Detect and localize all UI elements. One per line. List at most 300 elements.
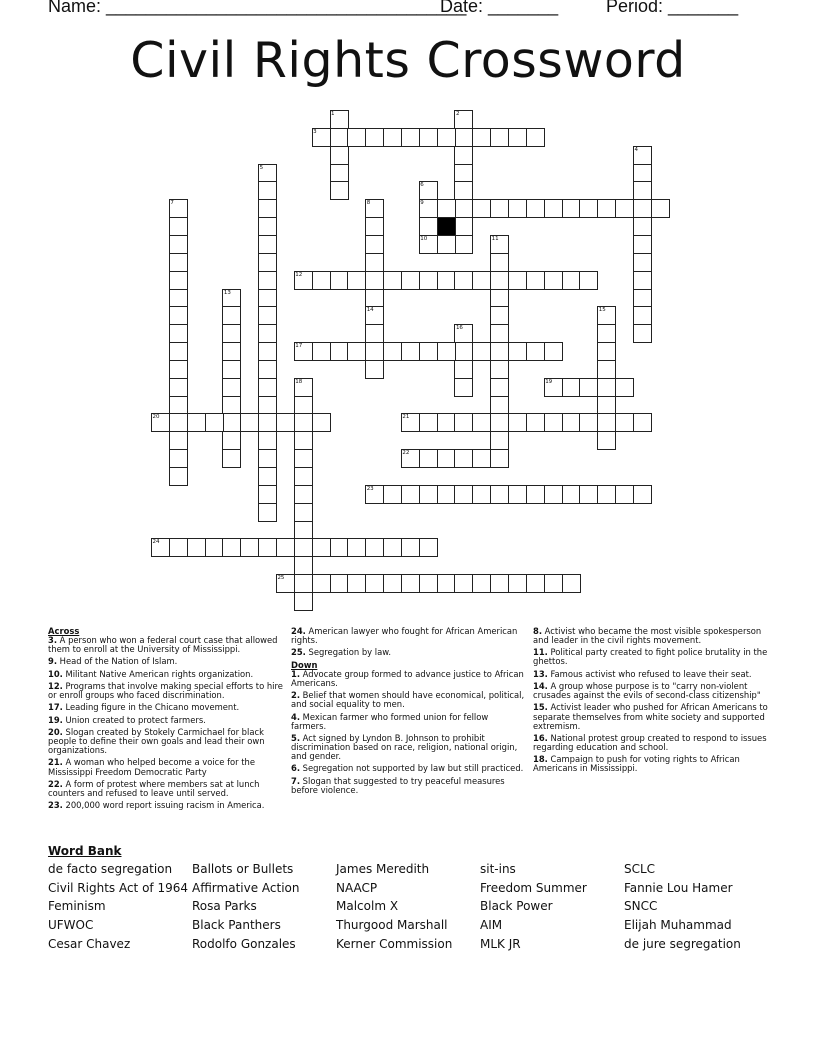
clue-number-label: 19: [545, 378, 553, 385]
word-bank-entry: James Meredith: [336, 862, 430, 876]
crossword-cell[interactable]: [365, 217, 384, 236]
crossword-cell[interactable]: [633, 217, 652, 236]
crossword-cell[interactable]: [490, 342, 509, 361]
crossword-cell[interactable]: [258, 342, 277, 361]
crossword-cell[interactable]: [633, 413, 652, 432]
clue-item: [48, 728, 284, 755]
crossword-cell[interactable]: [454, 199, 473, 218]
crossword-cell[interactable]: [562, 378, 581, 397]
crossword-cell[interactable]: [169, 413, 188, 432]
crossword-cell[interactable]: [169, 289, 188, 308]
crossword-cell[interactable]: [258, 271, 277, 290]
crossword-cell[interactable]: [205, 413, 224, 432]
crossword-cell[interactable]: [508, 485, 527, 504]
crossword-cell[interactable]: [365, 235, 384, 254]
crossword-cell[interactable]: [169, 431, 188, 450]
crossword-cell[interactable]: [401, 538, 420, 557]
crossword-cell[interactable]: [258, 253, 277, 272]
crossword-cell[interactable]: [401, 342, 420, 361]
crossword-cell[interactable]: [330, 271, 349, 290]
crossword-cell[interactable]: [597, 485, 616, 504]
crossword-cell[interactable]: [330, 181, 349, 200]
crossword-cell[interactable]: [508, 199, 527, 218]
crossword-cell[interactable]: [508, 271, 527, 290]
crossword-cell[interactable]: [365, 538, 384, 557]
crossword-cell[interactable]: [294, 592, 313, 611]
crossword-cell[interactable]: [472, 128, 491, 147]
crossword-cell[interactable]: [222, 360, 241, 379]
clue-number-label: 22: [402, 450, 410, 457]
crossword-cell[interactable]: [205, 538, 224, 557]
crossword-cell[interactable]: [312, 342, 331, 361]
crossword-cell[interactable]: [490, 449, 509, 468]
crossword-cell[interactable]: [240, 538, 259, 557]
crossword-cell[interactable]: [633, 271, 652, 290]
clues-column-3: [533, 627, 769, 777]
crossword-cell[interactable]: [169, 253, 188, 272]
clue-number: 19.: [48, 714, 63, 725]
crossword-cell[interactable]: [187, 538, 206, 557]
clue-number: 9.: [48, 656, 58, 667]
crossword-cell[interactable]: [419, 574, 438, 593]
crossword-cell[interactable]: [347, 271, 366, 290]
crossword-cell[interactable]: [258, 467, 277, 486]
clue-number: 25.: [291, 647, 306, 658]
crossword-cell[interactable]: [401, 485, 420, 504]
crossword-cell[interactable]: [454, 181, 473, 200]
clue-number: 18.: [533, 754, 548, 765]
crossword-cell[interactable]: [365, 360, 384, 379]
crossword-cell[interactable]: [258, 217, 277, 236]
crossword-cell[interactable]: [419, 538, 438, 557]
crossword-cell[interactable]: [544, 342, 563, 361]
crossword-cell[interactable]: [508, 128, 527, 147]
clue-number: 23.: [48, 800, 63, 811]
crossword-cell[interactable]: [526, 199, 545, 218]
crossword-cell[interactable]: [597, 413, 616, 432]
word-bank-entry: Elijah Muhammad: [624, 918, 732, 933]
clue-text: Union created to protect farmers.: [62, 714, 206, 725]
crossword-cell[interactable]: [258, 485, 277, 504]
crossword-cell[interactable]: [633, 289, 652, 308]
crossword-cell[interactable]: [490, 431, 509, 450]
crossword-cell[interactable]: [258, 396, 277, 415]
crossword-cell[interactable]: [169, 396, 188, 415]
crossword-cell[interactable]: [294, 485, 313, 504]
student-info-header: [48, 0, 748, 20]
crossword-cell[interactable]: [544, 271, 563, 290]
crossword-cell[interactable]: [437, 128, 456, 147]
crossword-cell[interactable]: [419, 413, 438, 432]
crossword-cell[interactable]: [419, 128, 438, 147]
crossword-cell[interactable]: [526, 128, 545, 147]
clue-number-label: 11: [491, 235, 499, 242]
crossword-cell[interactable]: [294, 467, 313, 486]
crossword-cell[interactable]: [312, 413, 331, 432]
word-bank-title: Word Bank: [48, 844, 122, 858]
clue-text: A woman who helped become a voice for the Mississippi Freedom Democratic Party: [48, 757, 256, 777]
crossword-cell[interactable]: [365, 253, 384, 272]
crossword-cell[interactable]: [454, 485, 473, 504]
crossword-cell[interactable]: [454, 164, 473, 183]
crossword-cell[interactable]: [454, 574, 473, 593]
crossword-cell[interactable]: [276, 413, 295, 432]
crossword-cell[interactable]: [347, 128, 366, 147]
clue-number: 24.: [291, 626, 306, 636]
crossword-cell[interactable]: [258, 235, 277, 254]
crossword-cell[interactable]: [633, 324, 652, 343]
word-bank-entry: de facto segregation: [48, 862, 173, 876]
crossword-cell[interactable]: [169, 324, 188, 343]
clue-number: 3.: [48, 635, 58, 646]
crossword-cell[interactable]: [633, 164, 652, 183]
period-line[interactable]: Period: _______: [606, 0, 739, 16]
crossword-cell[interactable]: [579, 413, 598, 432]
word-bank-entry: de jure segregation: [624, 936, 741, 951]
crossword-cell[interactable]: [258, 378, 277, 397]
crossword-cell[interactable]: [294, 413, 313, 432]
crossword-cell[interactable]: [544, 574, 563, 593]
crossword-cell[interactable]: [222, 324, 241, 343]
clue-text: Head of the Nation of Islam.: [57, 656, 178, 667]
crossword-cell[interactable]: [365, 289, 384, 308]
crossword-cell[interactable]: [437, 271, 456, 290]
down-clue-list: [291, 670, 525, 795]
clue-text: A group whose purpose is to "carry non-violent crusades against the evils of second-class citizenship": [533, 681, 761, 701]
crossword-cell[interactable]: [330, 128, 349, 147]
crossword-cell[interactable]: [330, 164, 349, 183]
clue-number: 14.: [533, 681, 548, 692]
clue-item: [48, 703, 284, 712]
clue-text: Activist leader who pushed for African Americans to separate themselves from white society and supported extremism.: [533, 702, 768, 731]
crossword-cell[interactable]: [544, 485, 563, 504]
word-bank-entry: Feminism: [48, 899, 106, 914]
crossword-cell[interactable]: [490, 413, 509, 432]
crossword-cell[interactable]: [490, 378, 509, 397]
crossword-cell[interactable]: [437, 574, 456, 593]
clue-number: 13.: [533, 668, 548, 679]
crossword-cell[interactable]: [615, 378, 634, 397]
crossword-cell[interactable]: [419, 485, 438, 504]
crossword-cell[interactable]: [597, 431, 616, 450]
crossword-cell[interactable]: [633, 485, 652, 504]
crossword-cell[interactable]: [597, 324, 616, 343]
clue-number: 20.: [48, 726, 63, 737]
crossword-cell[interactable]: [633, 199, 652, 218]
page-title: Civil Rights Crossword: [130, 32, 686, 89]
crossword-cell[interactable]: [365, 128, 384, 147]
crossword-cell[interactable]: [240, 413, 259, 432]
crossword-cell[interactable]: [222, 306, 241, 325]
crossword-cell[interactable]: [472, 342, 491, 361]
crossword-cell[interactable]: [579, 378, 598, 397]
clue-text: Militant Native American rights organization.: [62, 668, 254, 679]
crossword-cell[interactable]: [276, 538, 295, 557]
clue-text: Programs that involve making special efforts to hire or enroll groups who faced discrimination.: [48, 681, 283, 701]
crossword-cell[interactable]: [579, 271, 598, 290]
crossword-cell[interactable]: [454, 360, 473, 379]
crossword-cell[interactable]: [383, 271, 402, 290]
crossword-cell[interactable]: [169, 360, 188, 379]
word-bank-entry: Affirmative Action: [192, 880, 300, 895]
crossword-cell[interactable]: [365, 271, 384, 290]
clue-text: Famous activist who refused to leave their seat.: [547, 668, 752, 679]
crossword-cell[interactable]: [383, 342, 402, 361]
crossword-cell[interactable]: [526, 485, 545, 504]
word-bank-entry: Fannie Lou Hamer: [624, 880, 733, 895]
crossword-cell[interactable]: [597, 360, 616, 379]
crossword-cell[interactable]: [222, 431, 241, 450]
crossword-cell[interactable]: [615, 485, 634, 504]
crossword-cell[interactable]: [169, 378, 188, 397]
crossword-cell[interactable]: [258, 538, 277, 557]
crossword-cell[interactable]: [419, 449, 438, 468]
crossword-cell[interactable]: [562, 199, 581, 218]
crossword-cell[interactable]: [597, 378, 616, 397]
crossword-cell[interactable]: [472, 413, 491, 432]
crossword-cell[interactable]: [437, 449, 456, 468]
clue-number-label: 10: [420, 235, 428, 242]
crossword-cell[interactable]: [401, 128, 420, 147]
crossword-cell[interactable]: [562, 485, 581, 504]
crossword-cell[interactable]: [472, 485, 491, 504]
clue-number: 10.: [48, 668, 63, 679]
crossword-cell[interactable]: [330, 574, 349, 593]
clue-number-label: 15: [598, 307, 606, 314]
crossword-cell[interactable]: [526, 413, 545, 432]
clue-item: [48, 801, 284, 810]
clue-number-label: 1: [331, 111, 335, 117]
crossword-cell[interactable]: [472, 199, 491, 218]
clue-number-label: 16: [455, 325, 463, 332]
clue-item: [291, 691, 525, 709]
crossword-cell[interactable]: [633, 306, 652, 325]
crossword-cell[interactable]: [330, 146, 349, 165]
crossword-cell[interactable]: [454, 128, 473, 147]
crossword-cell[interactable]: [294, 521, 313, 540]
crossword-cell[interactable]: [222, 396, 241, 415]
crossword-cell[interactable]: [294, 396, 313, 415]
clue-number-label: 18: [295, 378, 303, 385]
crossword-cell[interactable]: [490, 306, 509, 325]
crossword-cell[interactable]: [544, 199, 563, 218]
crossword-cell[interactable]: [258, 503, 277, 522]
clue-number-label: 2: [455, 111, 460, 117]
crossword-cell[interactable]: [365, 324, 384, 343]
crossword-cell[interactable]: [437, 485, 456, 504]
date-line[interactable]: Date: _______: [440, 0, 559, 16]
crossword-cell[interactable]: [258, 289, 277, 308]
crossword-cell[interactable]: [294, 538, 313, 557]
crossword-cell[interactable]: [383, 538, 402, 557]
crossword-cell[interactable]: [544, 413, 563, 432]
crossword-cell[interactable]: [472, 271, 491, 290]
name-line[interactable]: Name: ____________________________________: [48, 0, 467, 16]
crossword-cell[interactable]: [454, 413, 473, 432]
clue-item: [533, 734, 769, 752]
crossword-cell[interactable]: [187, 413, 206, 432]
crossword-cell[interactable]: [615, 199, 634, 218]
crossword-cell[interactable]: [419, 217, 438, 236]
crossword-cell[interactable]: [169, 342, 188, 361]
clue-text: A form of protest where members sat at lunch counters and refused to leave until served.: [48, 778, 260, 798]
crossword-cell[interactable]: [169, 235, 188, 254]
crossword-cell[interactable]: [472, 449, 491, 468]
crossword-cell[interactable]: [312, 538, 331, 557]
across-clue-list-continued: [291, 627, 525, 657]
clue-number: 17.: [48, 702, 63, 713]
crossword-cell[interactable]: [437, 413, 456, 432]
crossword-cell[interactable]: [490, 271, 509, 290]
clue-number-label: 3: [313, 128, 317, 135]
crossword-cell[interactable]: [383, 128, 402, 147]
crossword-cell[interactable]: [633, 253, 652, 272]
word-bank-entry: UFWOC: [48, 918, 94, 933]
crossword-cell[interactable]: [490, 360, 509, 379]
crossword-cell[interactable]: [169, 467, 188, 486]
crossword-cell[interactable]: [383, 485, 402, 504]
crossword-cell[interactable]: [169, 271, 188, 290]
crossword-cell[interactable]: [222, 342, 241, 361]
crossword-cell[interactable]: [651, 199, 670, 218]
crossword-cell[interactable]: [169, 538, 188, 557]
word-bank-entry: Freedom Summer: [480, 880, 587, 895]
crossword-cell[interactable]: [615, 413, 634, 432]
crossword-cell[interactable]: [508, 413, 527, 432]
crossword-cell[interactable]: [454, 271, 473, 290]
crossword-cell[interactable]: [294, 556, 313, 575]
crossword-cell[interactable]: [526, 342, 545, 361]
crossword-cell[interactable]: [490, 485, 509, 504]
clue-number-label: 17: [295, 343, 303, 350]
crossword-cell[interactable]: [294, 449, 313, 468]
clue-number-label: 21: [402, 414, 410, 421]
crossword-cell[interactable]: [383, 574, 402, 593]
crossword-cell[interactable]: [258, 360, 277, 379]
clue-text: American lawyer who fought for African American rights.: [291, 626, 518, 646]
clue-item: [533, 682, 769, 700]
clue-number-label: 14: [366, 307, 374, 314]
crossword-cell[interactable]: [222, 449, 241, 468]
crossword-cell[interactable]: [562, 413, 581, 432]
crossword-cell[interactable]: [258, 181, 277, 200]
clue-number-label: 8: [366, 200, 371, 207]
word-bank-entry: SNCC: [624, 899, 658, 914]
word-bank-entry: NAACP: [336, 880, 378, 895]
crossword-cell[interactable]: [454, 378, 473, 397]
word-bank-entry: Ballots or Bullets: [192, 862, 294, 876]
crossword-cell[interactable]: [258, 449, 277, 468]
crossword-cell[interactable]: [526, 574, 545, 593]
crossword-cell[interactable]: [169, 217, 188, 236]
crossword-cell[interactable]: [490, 396, 509, 415]
clues-column-1: [48, 627, 284, 813]
crossword-cell[interactable]: [401, 574, 420, 593]
crossword-cell[interactable]: [490, 289, 509, 308]
crossword-cell[interactable]: [258, 199, 277, 218]
crossword-cell[interactable]: [454, 342, 473, 361]
clue-number-label: 25: [277, 575, 285, 582]
clue-number-label: 20: [152, 414, 160, 421]
crossword-cell[interactable]: [562, 271, 581, 290]
crossword-cell[interactable]: [454, 235, 473, 254]
crossword-cell[interactable]: [347, 574, 366, 593]
crossword-cell[interactable]: [347, 538, 366, 557]
crossword-cell[interactable]: [330, 342, 349, 361]
crossword-cell[interactable]: [597, 199, 616, 218]
clue-item: [48, 657, 284, 666]
crossword-cell[interactable]: [169, 306, 188, 325]
crossword-cell[interactable]: [222, 378, 241, 397]
clue-item: [533, 648, 769, 666]
crossword-cell[interactable]: [454, 217, 473, 236]
crossword-cell[interactable]: [419, 342, 438, 361]
crossword-cell[interactable]: [454, 146, 473, 165]
crossword-cell[interactable]: [222, 538, 241, 557]
word-bank-entry: Rodolfo Gonzales: [192, 936, 296, 951]
crossword-cell[interactable]: [579, 485, 598, 504]
crossword-cell[interactable]: [330, 538, 349, 557]
crossword-cell[interactable]: [490, 128, 509, 147]
clue-number: 7.: [291, 775, 301, 786]
clue-number-label: 24: [152, 539, 160, 546]
crossword-cell[interactable]: [437, 342, 456, 361]
crossword-cell[interactable]: [258, 306, 277, 325]
crossword-cell[interactable]: [258, 413, 277, 432]
crossword-cell[interactable]: [294, 574, 313, 593]
crossword-cell[interactable]: [437, 199, 456, 218]
crossword-cell[interactable]: [312, 574, 331, 593]
clue-item: [291, 777, 525, 795]
clue-text: Advocate group formed to advance justice to African Americans.: [291, 668, 524, 688]
crossword-cell[interactable]: [472, 574, 491, 593]
crossword-cell[interactable]: [437, 235, 456, 254]
crossword-cell[interactable]: [419, 271, 438, 290]
crossword-cell[interactable]: [365, 342, 384, 361]
word-bank-entry: Civil Rights Act of 1964: [48, 880, 188, 895]
crossword-cell[interactable]: [365, 574, 384, 593]
crossword-cell[interactable]: [347, 342, 366, 361]
crossword-cell[interactable]: [454, 449, 473, 468]
clue-text: Slogan created by Stokely Carmichael for black people to define their own goals and lead their own organizations.: [48, 726, 265, 756]
crossword-cell[interactable]: [490, 199, 509, 218]
crossword-cell[interactable]: [490, 253, 509, 272]
crossword-cell[interactable]: [169, 449, 188, 468]
crossword-cell[interactable]: [508, 574, 527, 593]
crossword-cell[interactable]: [562, 574, 581, 593]
crossword-cell[interactable]: [401, 271, 420, 290]
crossword-cell[interactable]: [490, 574, 509, 593]
crossword-cell[interactable]: [597, 342, 616, 361]
crossword-cell[interactable]: [633, 181, 652, 200]
crossword-cell[interactable]: [258, 324, 277, 343]
crossword-cell[interactable]: [508, 342, 527, 361]
crossword-cell[interactable]: [294, 503, 313, 522]
crossword-cell[interactable]: [579, 199, 598, 218]
crossword-cell[interactable]: [490, 324, 509, 343]
crossword-cell[interactable]: [633, 235, 652, 254]
crossword-cell[interactable]: [294, 431, 313, 450]
crossword-cell[interactable]: [258, 431, 277, 450]
clue-item: [48, 670, 284, 679]
clue-number: 2.: [291, 690, 301, 701]
crossword-cell[interactable]: [222, 413, 241, 432]
crossword-cell[interactable]: [597, 396, 616, 415]
clue-number-label: 7: [170, 200, 174, 207]
clue-text: Campaign to push for voting rights to African Americans in Mississippi.: [533, 754, 740, 774]
crossword-cell[interactable]: [526, 271, 545, 290]
crossword-cell[interactable]: [312, 271, 331, 290]
